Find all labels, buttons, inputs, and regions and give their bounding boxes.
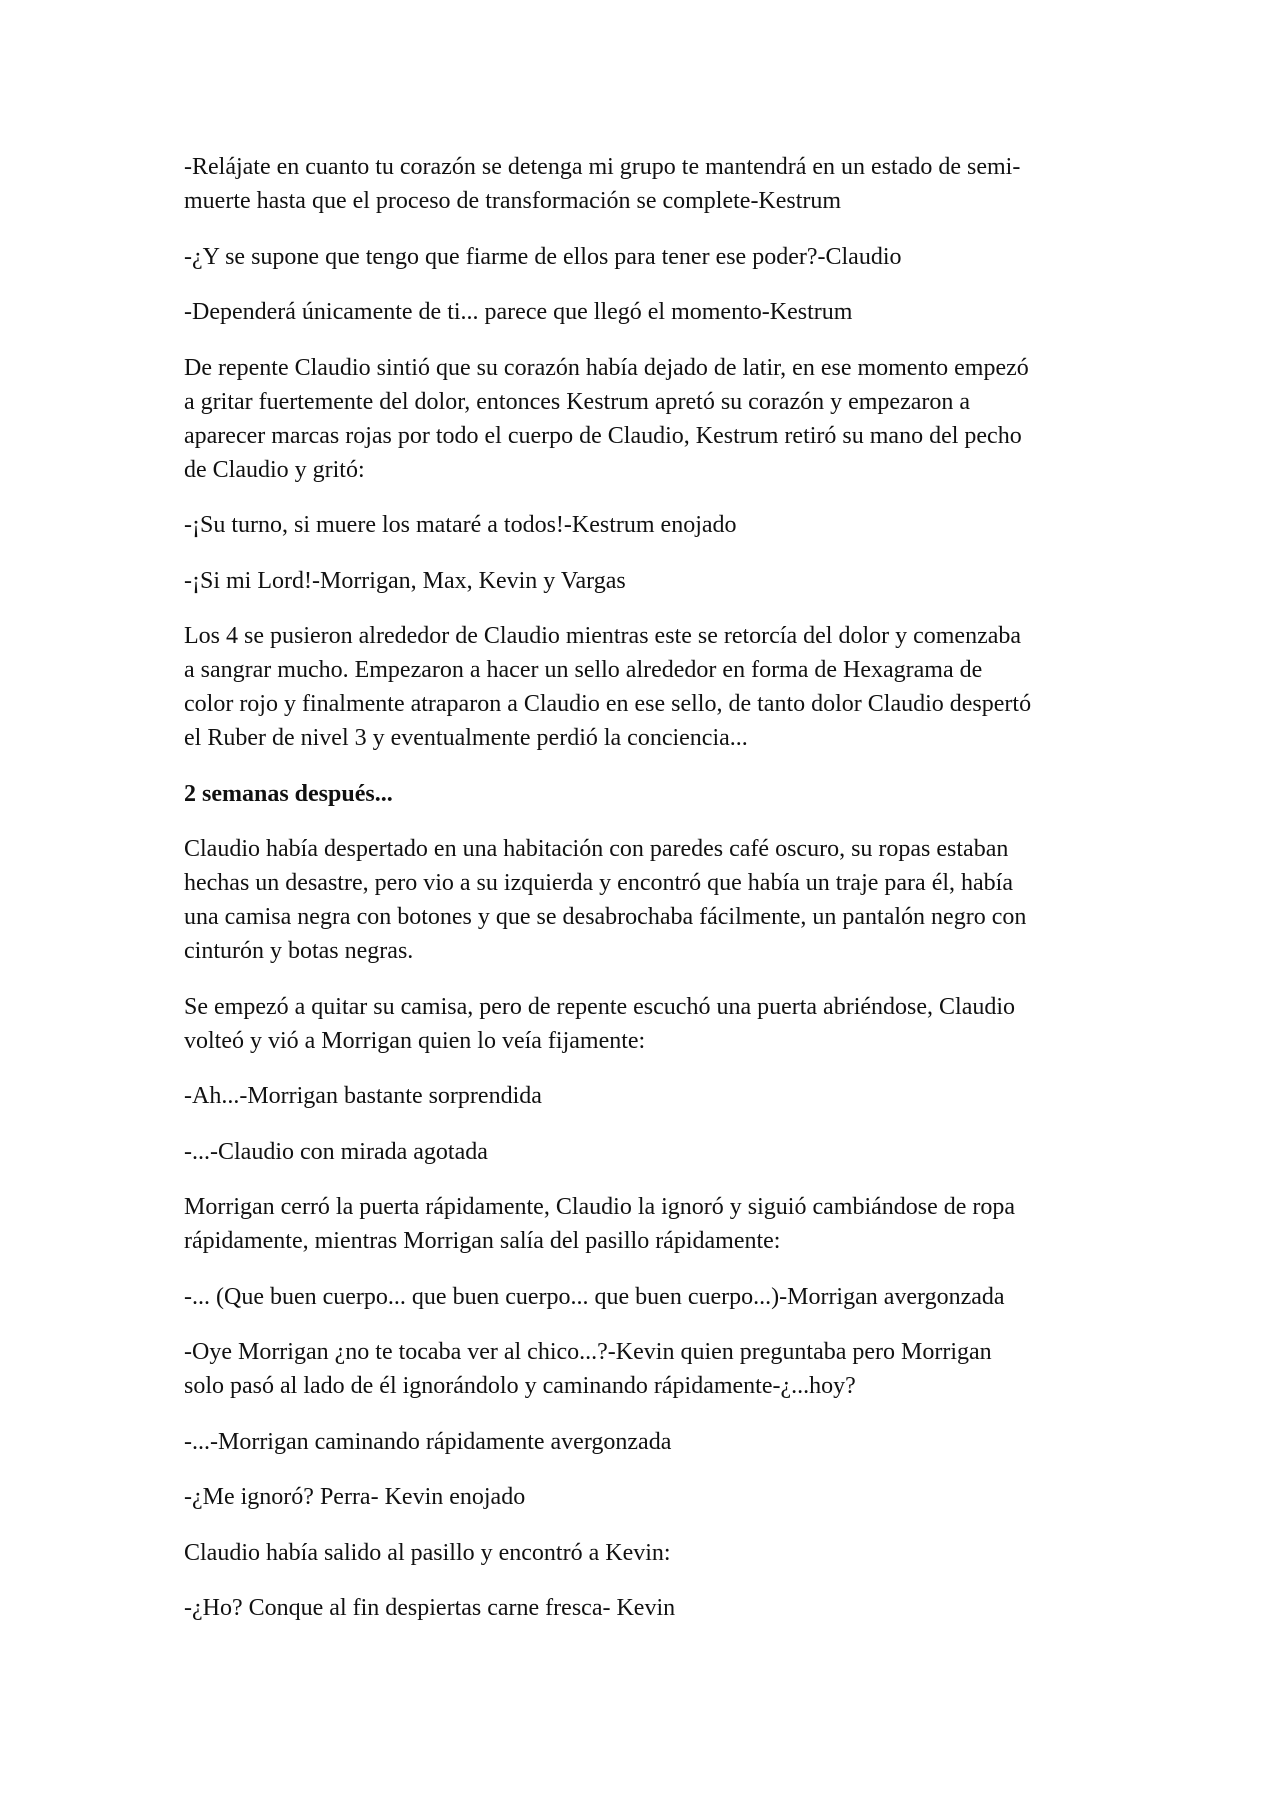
paragraph <box>184 1480 1184 1514</box>
text-line: volteó y vió a Morrigan quien lo veía fijamente: <box>184 1027 646 1054</box>
text-line: 2 semanas después... <box>184 780 393 807</box>
paragraph <box>184 295 1184 329</box>
paragraph <box>184 1079 1184 1113</box>
text-line: de Claudio y gritó: <box>184 456 365 483</box>
paragraph <box>184 351 1184 487</box>
paragraph <box>184 1135 1184 1169</box>
paragraph <box>184 832 1184 968</box>
paragraph <box>184 1425 1184 1459</box>
text-line: a sangrar mucho. Empezaron a hacer un sello alrededor en forma de Hexagrama de <box>184 657 983 683</box>
paragraph <box>184 1536 1184 1570</box>
text-line: -¡Si mi Lord!-Morrigan, Max, Kevin y Vargas <box>184 567 626 594</box>
text-line: solo pasó al lado de él ignorándolo y caminando rápidamente-¿...hoy? <box>184 1373 856 1399</box>
text-line: aparecer marcas rojas por todo el cuerpo de Claudio, Kestrum retiró su mano del pecho <box>184 422 1022 449</box>
text-line: hechas un desastre, pero vio a su izquierda y encontró que había un traje para él, había <box>184 870 1013 896</box>
text-line: muerte hasta que el proceso de transformación se complete-Kestrum <box>184 188 842 214</box>
text-line: -Ah...-Morrigan bastante sorprendida <box>184 1083 542 1109</box>
text-line: cinturón y botas negras. <box>184 938 414 964</box>
text-line: a gritar fuertemente del dolor, entonces Kestrum apretó su corazón y empezaron a <box>184 388 971 415</box>
text-line: -Oye Morrigan ¿no te tocaba ver al chico...?-Kevin quien preguntaba pero Morrigan <box>184 1339 992 1365</box>
text-line: color rojo y finalmente atraparon a Claudio en ese sello, de tanto dolor Claudio despertó <box>184 691 1032 717</box>
text-line: rápidamente, mientras Morrigan salía del pasillo rápidamente: <box>184 1228 781 1254</box>
text-line: el Ruber de nivel 3 y eventualmente perdió la conciencia... <box>184 725 748 751</box>
text-line: -¿Ho? Conque al fin despiertas carne fresca- Kevin <box>184 1595 676 1621</box>
text-line: -Relájate en cuanto tu corazón se detenga mi grupo te mantendrá en un estado de semi- <box>184 154 1021 180</box>
text-line: Claudio había salido al pasillo y encontró a Kevin: <box>184 1539 671 1566</box>
text-line: Se empezó a quitar su camisa, pero de repente escuchó una puerta abriéndose, Claudio <box>184 993 1016 1020</box>
text-line: Morrigan cerró la puerta rápidamente, Claudio la ignoró y siguió cambiándose de ropa <box>184 1194 1016 1220</box>
text-line: -¡Su turno, si muere los mataré a todos!-Kestrum enojado <box>184 512 737 538</box>
document-page <box>184 150 1184 1647</box>
paragraph <box>184 1335 1184 1403</box>
text-line: -¿Y se supone que tengo que fiarme de ellos para tener ese poder?-Claudio <box>184 243 902 270</box>
text-line: -...-Morrigan caminando rápidamente avergonzada <box>184 1428 672 1455</box>
text-line: -...-Claudio con mirada agotada <box>184 1138 488 1165</box>
paragraph <box>184 1190 1184 1258</box>
text-line: -... (Que buen cuerpo... que buen cuerpo... que buen cuerpo...)-Morrigan avergonzada <box>184 1283 1005 1310</box>
paragraph <box>184 1591 1184 1625</box>
paragraph <box>184 564 1184 598</box>
text-line: -¿Me ignoró? Perra- Kevin enojado <box>184 1484 526 1510</box>
text-line: una camisa negra con botones y que se desabrochaba fácilmente, un pantalón negro con <box>184 904 1027 930</box>
text-line: -Dependerá únicamente de ti... parece que llegó el momento-Kestrum <box>184 299 853 325</box>
paragraph <box>184 990 1184 1058</box>
paragraph <box>184 1280 1184 1314</box>
paragraph <box>184 619 1184 755</box>
text-line: Claudio había despertado en una habitación con paredes café oscuro, su ropas estaban <box>184 836 1009 862</box>
paragraph <box>184 508 1184 542</box>
paragraph <box>184 240 1184 274</box>
section-heading <box>184 777 1184 811</box>
text-line: Los 4 se pusieron alrededor de Claudio mientras este se retorcía del dolor y comenzaba <box>184 623 1022 649</box>
text-line: De repente Claudio sintió que su corazón había dejado de latir, en ese momento empezó <box>184 354 1029 381</box>
paragraph <box>184 150 1184 218</box>
